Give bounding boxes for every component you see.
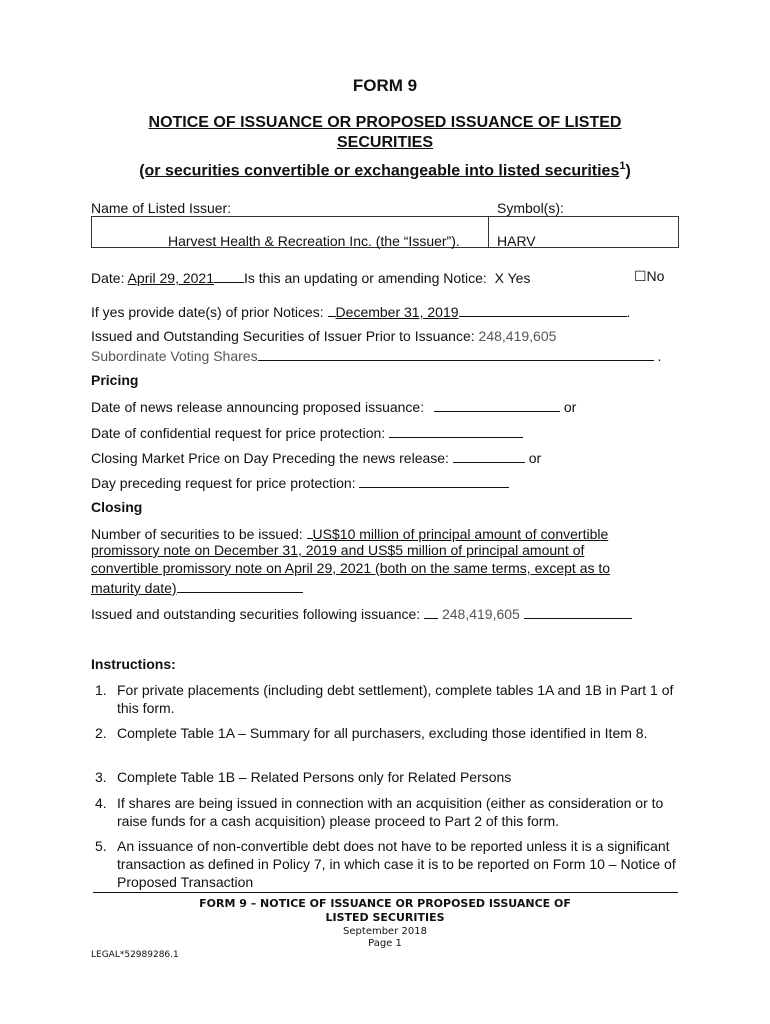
confidential-field[interactable] [389, 423, 523, 438]
instruction-number: 1. [95, 682, 107, 698]
following-blank-left [424, 604, 438, 619]
form-title: NOTICE OF ISSUANCE OR PROPOSED ISSUANCE OF LISTED SECURITIES [148, 114, 622, 151]
outstanding-blank [258, 346, 654, 361]
day-preceding-row [91, 473, 509, 491]
footnote-marker: 1 [619, 160, 626, 172]
footer-title-2: LISTED SECURITIES [325, 911, 445, 924]
confidential-row [91, 423, 523, 441]
yes-option[interactable]: X Yes [494, 270, 531, 286]
num-securities-line-4[interactable]: maturity date) [91, 580, 177, 596]
prior-notices-value[interactable]: December 31, 2019 [335, 304, 459, 320]
instruction-text: Complete Table 1A – Summary for all purchasers, excluding those identified in Item 8. [117, 725, 648, 741]
symbol-label: Symbol(s): [497, 200, 564, 216]
prior-notices-row: If yes provide date(s) of prior Notices: December 31, 2019 . [91, 304, 631, 320]
news-release-row [91, 397, 576, 415]
following-row [91, 604, 632, 622]
outstanding-class[interactable]: Subordinate Voting Shares [91, 348, 258, 364]
no-option[interactable]: ☐No [634, 268, 665, 284]
footer-rule [93, 892, 678, 893]
symbol-value[interactable]: HARV [497, 233, 536, 249]
instruction-number: 4. [95, 795, 107, 811]
day-preceding-field[interactable] [359, 473, 509, 488]
num-securities-tail [177, 578, 303, 593]
amending-label: Is this an updating or amending Notice: [244, 270, 487, 286]
day-preceding-label: Day preceding request for price protection: [91, 475, 356, 491]
prior-blank-right [459, 302, 627, 317]
news-release-label: Date of news release announcing proposed issuance: [91, 399, 425, 415]
prior-blank-left [328, 302, 336, 317]
footer-title-1: FORM 9 – NOTICE OF ISSUANCE OR PROPOSED ISSUANCE OF [199, 897, 571, 910]
closing-price-label: Closing Market Price on Day Preceding the news release: [91, 450, 449, 466]
outstanding-value[interactable]: 248,419,605 [478, 328, 557, 344]
form-number: FORM 9 [352, 76, 418, 95]
instruction-number: 3. [95, 769, 107, 785]
instruction-number: 2. [95, 725, 107, 741]
instruction-text: An issuance of non-convertible debt does not have to be reported unless it is a significant transaction as defined in Policy 7, in which case it is to be reported on Form 10 – Notice of Proposed Transaction [117, 838, 676, 890]
num-securities-row-4 [91, 578, 303, 596]
issuer-name-label: Name of Listed Issuer: [91, 200, 232, 216]
instructions-heading: Instructions: [91, 656, 176, 672]
page-number: Page 1 [368, 938, 402, 949]
following-value[interactable]: 248,419,605 [441, 606, 520, 622]
outstanding-row-2: Subordinate Voting Shares . [91, 348, 662, 364]
following-blank-right [524, 604, 632, 619]
footer-date: September 2018 [343, 926, 427, 937]
instruction-text: If shares are being issued in connection with an acquisition (either as consideration or to raise funds for a cash acquisition) please proceed to Part 2 of this form. [117, 795, 664, 829]
date-label: Date: [91, 270, 125, 286]
closing-price-row [91, 448, 541, 466]
date-value[interactable]: April 29, 2021 [127, 270, 214, 286]
num-securities-label: Number of securities to be issued: [91, 526, 303, 542]
instruction-number: 5. [95, 838, 107, 854]
outstanding-row [91, 328, 556, 344]
news-release-field[interactable] [434, 397, 560, 412]
num-securities-line-3[interactable]: convertible promissory note on April 29, 2021 (both on the same terms, except as to [91, 560, 611, 576]
prior-notices-label: If yes provide date(s) of prior Notices: [91, 304, 324, 320]
date-row [91, 268, 530, 286]
legal-reference: LEGAL*52989286.1 [91, 950, 179, 960]
news-release-or: or [563, 399, 577, 415]
pricing-heading: Pricing [91, 372, 139, 388]
num-securities-line-2[interactable]: promissory note on December 31, 2019 and US$5 million of principal amount of [91, 542, 585, 558]
num-securities-line-1[interactable]: US$10 million of principal amount of convertible [312, 526, 609, 542]
issuer-name-value[interactable]: Harvest Health & Recreation Inc. (the “Issuer”). [168, 233, 460, 249]
closing-price-field[interactable] [453, 448, 525, 463]
issuer-box-divider [488, 217, 489, 248]
date-blank [214, 268, 244, 283]
instruction-text: Complete Table 1B – Related Persons only for Related Persons [117, 769, 512, 785]
subtitle-text: (or securities convertible or exchangeable into listed securities [139, 162, 620, 180]
following-label: Issued and outstanding securities following issuance: [91, 606, 421, 622]
subtitle-close: ) [625, 162, 631, 180]
confidential-label: Date of confidential request for price protection: [91, 425, 386, 441]
closing-price-or: or [528, 450, 542, 466]
form-subtitle [0, 160, 770, 180]
closing-heading: Closing [91, 499, 143, 515]
num-securities-row [91, 524, 608, 542]
outstanding-label: Issued and Outstanding Securities of Issuer Prior to Issuance: [91, 328, 475, 344]
instruction-text: For private placements (including debt settlement), complete tables 1A and 1B in Part 1 of this form. [117, 682, 674, 716]
